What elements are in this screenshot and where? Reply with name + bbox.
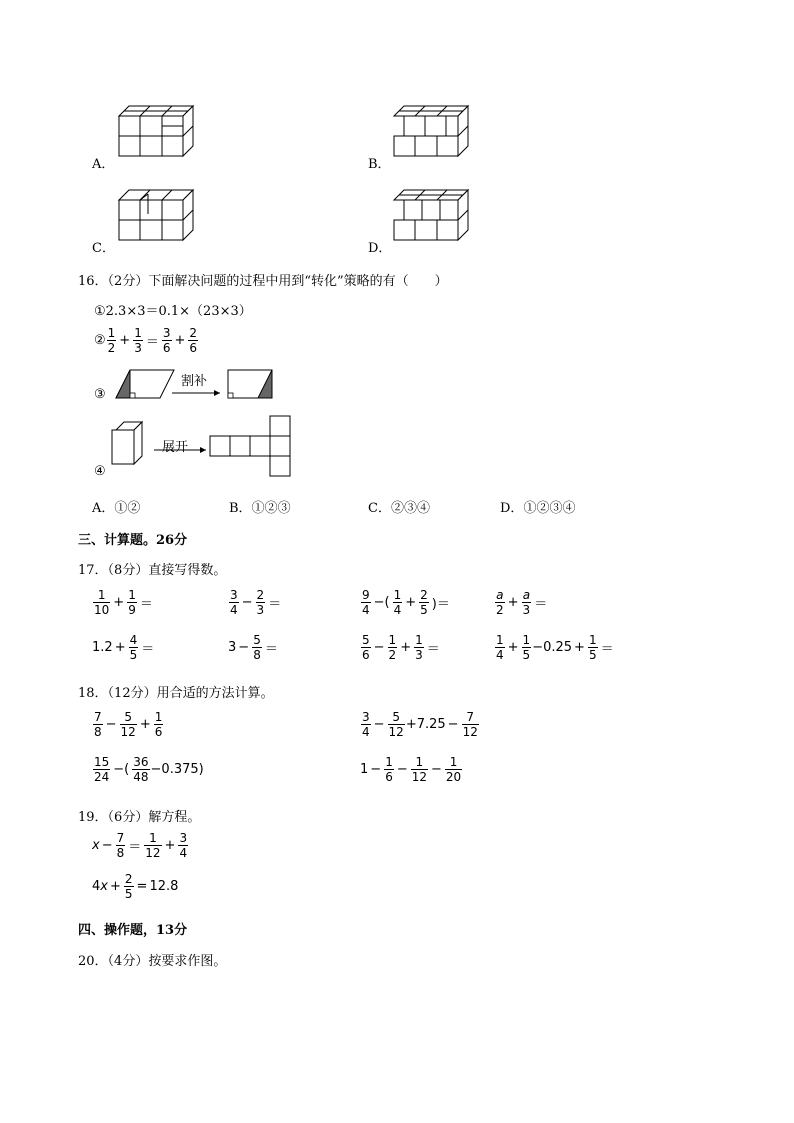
item4-mark: ④ [94, 464, 106, 479]
option-c-label: C． [92, 241, 115, 256]
q17-stem: 17．（8分）直接写得数。 [78, 563, 227, 578]
item4-arrow-label: 展开 [162, 440, 189, 455]
cube-figure-d [390, 186, 472, 248]
q16-choice-a[interactable]: A．①② [92, 501, 141, 516]
item3-mark: ③ [94, 387, 106, 402]
item1-text: 2.3×3＝0.1×（23×3） [105, 304, 252, 319]
option-d-label: D． [368, 241, 392, 256]
q18-expr-4: 1 − $\frac{1}{6}$ − $\frac{1}{12}$ − $\frac{1}{20}$ [360, 755, 462, 784]
q17-expr-4: $\frac{a}{2}$ + $\frac{a}{3}$ ＝ [496, 588, 548, 617]
q16-stem: 16．（2分）下面解决问题的过程中用到“转化”策略的有（ ） [78, 274, 448, 289]
section-3-heading: 三、计算题。26分 [78, 533, 188, 548]
q19-equation-1: x − $\frac{7}{8}$ ＝ $\frac{1}{12}$ + $\frac{3}{4}$ [92, 831, 188, 860]
q18-stem: 18．（12分）用合适的方法计算。 [78, 686, 274, 701]
q16-choice-c[interactable]: C．②③④ [368, 501, 430, 516]
cube-figure-a [115, 102, 197, 164]
section-4-heading: 四、操作题，13分 [78, 923, 188, 938]
q17-expr-8: $\frac{1}{4}$ + $\frac{1}{5}$ −0.25 + $\frac{1}{5}$ ＝ [496, 633, 614, 662]
cube-unfold-diagram [108, 412, 298, 480]
item2-mark: ② [94, 333, 106, 348]
q18-expr-2: $\frac{3}{4}$ − $\frac{5}{12}$ +7.25 − $\frac{7}{12}$ [362, 710, 478, 739]
q17-expr-3: $\frac{9}{4}$ −( $\frac{1}{4}$ + $\frac{2}{5}$ )＝ [362, 588, 450, 617]
q18-expr-3: $\frac{15}{24}$ −( $\frac{36}{48}$ −0.375) [94, 755, 204, 784]
q19-equation-2: 4 x + $\frac{2}{5}$ = 12.8 [92, 872, 179, 901]
cube-figure-c [115, 186, 197, 248]
q16-choice-b[interactable]: B．①②③ [229, 501, 291, 516]
q20-stem: 20．（4分）按要求作图。 [78, 954, 227, 969]
q17-expr-7: $\frac{5}{6}$ − $\frac{1}{2}$ + $\frac{1}{3}$ ＝ [362, 633, 440, 662]
option-b-label: B． [368, 157, 391, 172]
q17-expr-2: $\frac{3}{4}$ − $\frac{2}{3}$ ＝ [230, 588, 282, 617]
q16-item-2: ② $\frac{1}{2}$ + $\frac{1}{3}$ ＝ $\frac{3}{6}$ + $\frac{2}{6}$ [94, 326, 198, 355]
q17-expr-1: $\frac{1}{10}$ + $\frac{1}{9}$ ＝ [94, 588, 153, 617]
option-a-label: A． [92, 157, 115, 172]
q18-expr-1: $\frac{7}{8}$ − $\frac{5}{12}$ + $\frac{1}{6}$ [94, 710, 163, 739]
item3-arrow-label: 割补 [181, 374, 208, 389]
q16-choice-d[interactable]: D．①②③④ [500, 501, 576, 516]
q19-stem: 19．（6分）解方程。 [78, 810, 201, 825]
q16-item-1 [94, 300, 252, 319]
cube-figure-b [390, 102, 472, 164]
q17-expr-6: 3 − $\frac{5}{8}$ ＝ [228, 633, 278, 662]
q17-expr-5: 1.2 + $\frac{4}{5}$ ＝ [92, 633, 155, 662]
item1-mark: ① [94, 304, 106, 319]
